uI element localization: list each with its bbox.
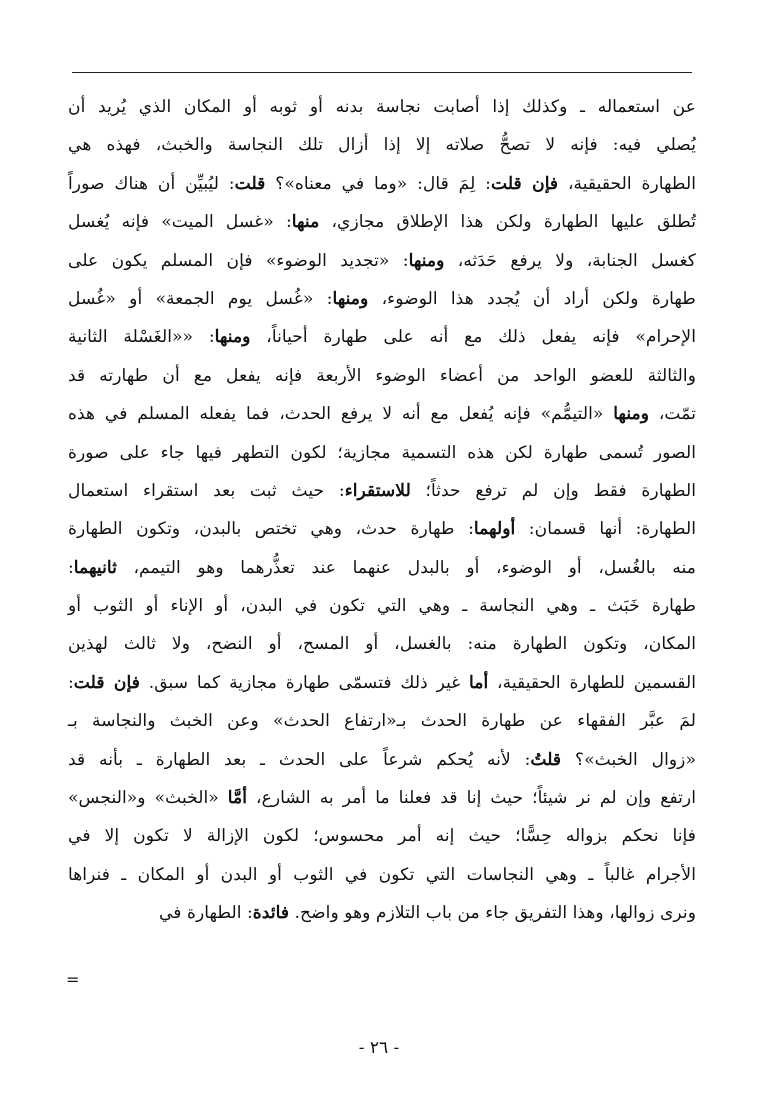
text-line	[68, 741, 696, 779]
text-run: الطهارة الحقيقية،	[558, 173, 697, 194]
text-line	[68, 165, 696, 203]
text-run: غير ذلك فتسمّى طهارة مجازية كما سبق.	[139, 672, 470, 693]
text-run: :	[68, 557, 74, 578]
text-line	[68, 549, 696, 587]
text-run: منه بالغُسل، أو الوضوء، أو بالبدل عنهما عند تعذُّرهما وهو التيمم،	[116, 557, 696, 578]
text-run: «التيمُّم» فإنه يُفعل مع أنه لا يرفع الحدث، فما يفعله المسلم في هذه	[68, 404, 614, 425]
text-line	[68, 357, 696, 395]
text-run: تُطلق عليها الطهارة ولكن هذا الإطلاق مجازي،	[319, 212, 696, 233]
text-line	[68, 318, 696, 356]
text-run: : لأنه يُحكم شرعاً على الحدث ـ بعد الطهارة ـ بأنه قد	[68, 749, 531, 770]
text-run: : طهارة حدث، وهي تختص بالبدن، وتكون الطهارة	[68, 519, 474, 540]
text-line	[68, 242, 696, 280]
text-run: المكان، وتكون الطهارة منه: بالغسل، أو المسح، أو النضح، ولا ثالث لهذين	[68, 634, 696, 655]
text-run: : لِمَ قال: «وما في معناه»؟	[265, 173, 491, 194]
bold-keyword: للاستقراء	[344, 480, 411, 501]
text-run: : حيث ثبت بعد استقراء استعمال	[68, 480, 345, 501]
bold-keyword: فإن قلت	[490, 173, 559, 194]
bold-keyword: أما	[469, 672, 489, 693]
bold-keyword: أولهما	[473, 519, 516, 540]
bold-keyword: ومنها	[408, 250, 445, 271]
text-run: «الخبث» و«النجس»	[68, 788, 228, 809]
text-line	[68, 587, 696, 625]
text-run: : «غسل الميت» فإنه يُغسل	[68, 212, 292, 233]
text-run: طهارة خَبَث ـ وهي النجاسة ـ وهي التي تكون في البدن، أو الإناء أو الثوب أو	[68, 596, 696, 617]
bold-keyword: قلتُ	[530, 749, 562, 770]
text-run: طهارة ولكن أراد أن يُجدد هذا الوضوء،	[368, 288, 696, 309]
bold-keyword: أمَّا	[227, 788, 247, 809]
text-run: :	[68, 672, 74, 693]
page-number: - ٢٦ -	[358, 1038, 400, 1058]
text-line	[68, 280, 696, 318]
text-run: عن استعماله ـ وكذلك إذا أصابت نجاسة بدنه أو ثوبه أو المكان الذي يُريد أن	[68, 97, 696, 117]
bold-keyword: منها	[291, 212, 320, 233]
text-line	[68, 395, 696, 433]
text-run: الطهارة فقط وإن لم ترفع حدثاً؛	[410, 480, 696, 501]
text-line	[68, 126, 696, 164]
text-line	[68, 472, 696, 510]
text-run: : ليُبيِّن أن هناك صوراً	[68, 173, 235, 194]
text-run: : «غُسل يوم الجمعة» أو «غُسل	[68, 288, 333, 309]
text-run: يُصلي فيه: فإنه لا تصحُّ صلاته إلا إذا أزال تلك النجاسة والخبث، فهذه هي	[68, 135, 696, 156]
bold-keyword: فائدة	[252, 903, 290, 924]
text-run: : الطهارة في	[158, 903, 253, 924]
header-rule	[72, 72, 692, 73]
text-line	[68, 779, 696, 817]
bold-keyword: ومنها	[332, 288, 369, 309]
text-run: : ««الغَسْلة الثانية	[68, 327, 215, 348]
bold-keyword: ثانيهما	[73, 557, 117, 578]
page-text	[68, 88, 696, 933]
text-line	[68, 88, 696, 126]
text-run: الطهارة: أنها قسمان:	[515, 519, 696, 540]
text-run: الصور تُسمى طهارة لكن هذه التسمية مجازية؛ لكون التطهر فيها جاء على صورة	[68, 442, 696, 463]
text-run: «زوال الخبث»؟	[561, 749, 696, 770]
text-run: لمَ عبَّر الفقهاء عن طهارة الحدث بـ«ارتفاع الحدث» وعن الخبث والنجاسة بـ	[68, 711, 696, 732]
bold-keyword: قلت	[234, 173, 266, 194]
text-run: ارتفع وإن لم نر شيئاً؛ حيث إنا قد فعلنا ما أمر به الشارع،	[247, 788, 696, 809]
text-line	[68, 625, 696, 663]
text-run: الإحرام» فإنه يفعل ذلك مع أنه على طهارة أحياناً،	[250, 327, 696, 348]
continuation-mark: =	[66, 970, 80, 989]
text-run: فإنا نحكم بزواله حِسًّا؛ حيث إنه أمر محسوس؛ لكون الإزالة لا تكون إلا في	[68, 826, 696, 847]
text-line	[68, 434, 696, 472]
text-line	[68, 894, 696, 932]
text-run: تمّت،	[649, 404, 697, 425]
text-line	[68, 203, 696, 241]
text-line	[68, 664, 696, 702]
text-run: ونرى زوالها، وهذا التفريق جاء من باب التلازم وهو واضح.	[289, 903, 696, 924]
bold-keyword: فإن قلت	[73, 672, 140, 693]
text-line	[68, 702, 696, 740]
text-run: : «تجديد الوضوء» فإن المسلم يكون على	[68, 250, 409, 271]
text-run: القسمين للطهارة الحقيقية،	[488, 672, 696, 693]
text-run: الأجرام غالباً ـ وهي النجاسات التي تكون في الثوب أو البدن أو المكان ـ فنراها	[68, 864, 696, 885]
text-line	[68, 817, 696, 855]
text-run: والثالثة للعضو الواحد من أعضاء الوضوء الأربعة فإنه يفعل مع أن طهارته قد	[68, 365, 696, 386]
bold-keyword: ومنها	[613, 404, 650, 425]
text-line	[68, 856, 696, 894]
text-line	[68, 510, 696, 548]
text-run: كغسل الجنابة، ولا يرفع حَدَثه،	[444, 250, 696, 271]
bold-keyword: ومنها	[214, 327, 251, 348]
